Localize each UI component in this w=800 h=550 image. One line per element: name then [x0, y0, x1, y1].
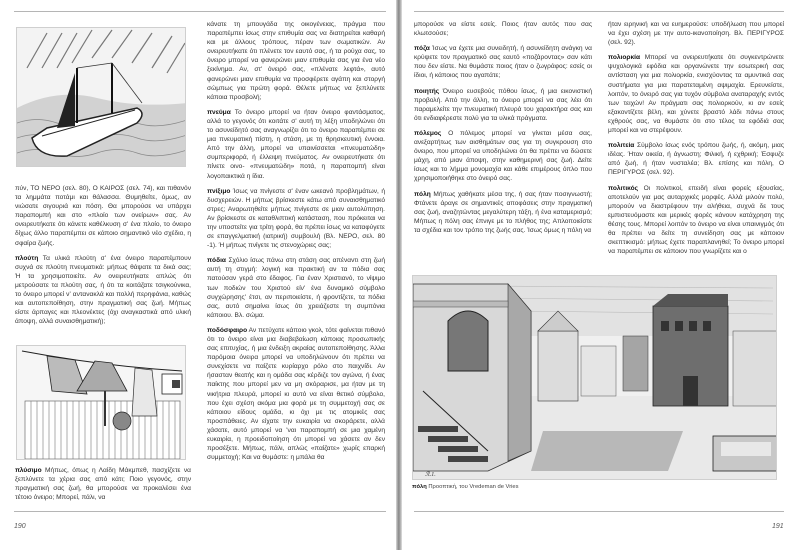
entry-headword: πολιτεία — [608, 142, 635, 150]
right-page — [402, 0, 800, 550]
entry-headword: ποιητής — [414, 87, 440, 95]
entry-headword: πόδια — [207, 257, 226, 265]
entry-politeia — [608, 141, 784, 177]
caption-headword: πόλη — [412, 484, 427, 490]
right-column-1 — [414, 20, 592, 241]
podosfairo-continuation: μπορούσε να είστε εσείς. Ποιος ήταν αυτός που σας κλωτσούσε; — [414, 21, 592, 38]
entry-text: Το όνειρο μπορεί να ήταν όνειρο φαντάσματος, αλλά το γεγονός ότι κοιτάτε σ' αυτή τη λέξη υποδηλώνει ότι το ασυνείδητό σας αναγνωρίζει ότι το όνειρο παραπέμπει σε μια πνευματική πίστη, η στάση, με τη θρησκευτική έννοια. Από την άλλη, μπορεί να υπαινίσσεται «πνευματώδη» συμπεριφορά, ή έλλειψη πνεύματος. Αν ονειρευτήκατε ότι πίνετε οινο- «πνευματώδη» ποτά, η παραπομπή είναι λογοπαικτικά η ίδια. — [207, 108, 385, 180]
entry-text: Τα υλικά πλούτη σ' ένα όνειρο παραπέμπουν συχνά σε πλούτη πνευματικά: μήπως θάψατε τα δικά σας; Ή τα χρησιμοποιείτε. Αν ονειρευτήκατε απλώς ότι μετρούσατε τα πλούτη σας, ή ότι τα κοιτάζατε τσιγκούνικα, το όνειρο μπορεί ν' αντανακλά και πολλή περηφάνια, καθώς και αυτοπεποίθηση, στην πραγματική σας ζωή. Μήπως είστε άρπαγες και πλεονέκτες (όχι αναγκαστικά από υλική άποψη, αλλά συναισθηματική); — [15, 254, 191, 326]
illustration-caption — [412, 484, 519, 490]
laundry-drawing — [17, 346, 186, 460]
entry-text: Ίσως να πνίγεστε σ' έναν ωκεανό προβλημάτων, ή δυσχερειών. Η μήπως βρίσκεστε κάτω από συναισθηματικό στρες; Αναρωτηθείτε μήπως πνίγεστε σε μιαν αυτολύπηση. Αν βρίσκεστε σε καταθλιπτική κατάσταση, που πρόκειται να την υποστείτε για τρίτη φορά, θα πρέπει ίσως να καταφύγετε σε επαγγελματική (ιατρική) συμβουλή (Βλ. ΝΕΡΟ, σελ. 80 -1). Ή μήπως πνίγετε τις στενοχώριες σας; — [207, 187, 385, 250]
entry-politikos — [608, 184, 784, 257]
entry-headword: πλούτη — [15, 254, 39, 262]
entry-poli — [414, 190, 592, 235]
page-number: 190 — [14, 523, 26, 530]
left-page — [0, 0, 396, 550]
bottom-rule — [414, 511, 784, 512]
entry-poiitis — [414, 87, 592, 123]
laundry-illustration — [16, 345, 186, 460]
svg-text:ℛ.1.: ℛ.1. — [425, 472, 436, 478]
entry-headword: πολιτικός — [608, 184, 639, 192]
entry-text: Ίσως να έχετε μια συνειδητή, ή ασυνείδητη ανάγκη να κρύψετε τον πραγματικό σας εαυτό «ποζάροντας» σαν κάτι που δεν είστε. Να θυμάστε ποιος ήταν ο ζωγράφος: εσείς οι ίδιοι, ή κάποιος που αγαπάτε; — [414, 45, 592, 80]
right-column-2 — [608, 20, 784, 262]
boat-entry-continuation: πύν, ΤΟ ΝΕΡΟ (σελ. 80), Ο ΚΑΙΡΟΣ (σελ. 74), και πιθανόν τα λημμάτα ποτάμι και θάλασσα. Θυμηθείτε, όμως, αν νιώσατε σιγουριά και πόση. Θα μπορούσε να υπάρχει παραπομπή και στο «πλοίο των ονείρων» σας. Αν ονειρευτήκατε ότι κάνετε καθέλκυση σ' ένα πλοίο, το όνειρο δίχως άλλο παραπέμπει σε κάποιο σημαντικό νέο σχέδιο, η σφαίρα ζωής. — [15, 185, 191, 247]
top-rule — [414, 11, 784, 12]
city-drawing — [413, 276, 777, 480]
entry-poliorkia — [608, 53, 784, 135]
entry-headword: πλύσιμο — [15, 467, 42, 474]
poli-continuation: ήταν ειρηνική και να ευημερούσε: υποδήλωση που μπορεί να έχει σχέση με την αυτο-ικανοποίηση. Βλ. ΠΕΡΙΓΥΡΟΣ (σελ. 92). — [608, 21, 784, 47]
entry-poza — [414, 44, 592, 80]
left-column-2 — [207, 20, 385, 468]
entry-plouti — [15, 254, 191, 327]
entry-text: Όνειρο ευσεβούς πόθου ίσως, ή μια εικονιστική προβολή. Από την άλλη, το όνειρο μπορεί να σας λέει ότι παραμελείτε την πνευματική πλευρά του χαρακτήρα σας και ότι ενδιαφέρεστε πολύ για τα υλικά πράγματα. — [414, 87, 592, 122]
entry-text: Μήπως, όπως η Λαίδη Μάκμπεθ, πασχίζετε να ξεπλύνετε τα χέρια σας από κάτι; Ποιο γεγονός, στην πραγματική σας ζωή, θα μπορούσε να προκαλέσει ένα τέτοιο όνειρο; Μπορεί, πάλι, να — [15, 467, 191, 502]
entry-headword: πόλη — [414, 190, 431, 198]
entry-pnevma — [207, 108, 385, 181]
top-rule — [14, 11, 386, 12]
entry-pniximo — [207, 187, 385, 251]
entry-headword: πνίξιμο — [207, 187, 231, 195]
city-perspective-illustration — [412, 275, 777, 480]
entry-text: Σύμβολο ίσως ενός τρόπου ζωής, ή, ακόμη, μιας ιδέας. Ήταν οικεία, ή άγνωστη; Φιλική, ή εχθρική; Έσφυζε από ζωή, ή ήταν νυσταλέα; Βλ. επίσης και πόλη, Ο ΠΕΡΙΓΥΡΟΣ (σελ. 92). — [608, 142, 784, 177]
entry-headword: ποδόσφαιρο — [207, 326, 248, 334]
entry-headword: πόλεμος — [414, 129, 442, 137]
entry-text: Μπορεί να ονειρευτήκατε ότι συγκεντρώνετε ψυχολογικά εφόδια και οργανώνετε την εσωτερική σας αντίσταση για μια πολιορκία, ενισχύοντας τα αμυντικά σας συστήματα για μια παρατεταμένη αψιμαχία. Ερευνείστε, λοιπόν, το όνειρό σας για τυχόν σύμβολα αναταραχής εντός των τειχών! Αν πράγματι σας πολιορκούν, κι αν εσείς εξακοντίζετε βέλη, και χύνετε βραστό λάδι πάνω στους εχθρούς σας, να θυμάστε ότι στο τέλος τα εφόδιά σας μπορεί και να στερέψουν. — [608, 54, 784, 135]
entry-text: Οι πολιτικοί, επειδή είναι φορείς εξουσίας, αποτελούν για μας αυταρχικές μορφές. Αλλά μιλούν πολύ, μπορούν να διαστρέφουν την αλήθεια, συχνά δε τους εμπιστευόμαστε και μερικές φορές κάνουν κατάχρηση της θέσης τους. Μπορεί λοιπόν το όνειρο να είναι υπαινιγμός ότι θα πρέπει να δείτε τη συνείδηση σας με κάποιον σκεπτικισμό: μήπως έχετε παραπλανηθεί; Το όνειρο μπορεί να παραπέμπει σε κάποιον που γνωρίζετε και ο — [608, 184, 784, 256]
entry-plysimo — [15, 466, 191, 502]
entry-text: Μήπως χαθήκατε μέσα της, ή σας ήταν ποσιγνωστή; Φτάνετε άραγε σε σημαντικές αποφάσεις στην πραγματική σας ζωή, αναζητώντας μεγαλύτερη τάξη, ή ένα καταμερισμό; Μήπως η πόλη σας έπνιγε με το πλήθος της; Απλοποιείστε τα σχέδια και τον τρόπο της ζωής σας. Ίσως όμως η πόλη να — [414, 190, 592, 234]
plysimo-continuation: κάνατε τη μπουγάδα της οικογένειας, πράγμα που παραπέμπει ίσως στην επιθυμία σας να διατηρείται καθαρή και με άλλους τρόπους, πέραν των σωματικών. Αν ονειρευτήκατε ότι πλένετε τον εαυτό σας, ή τα ρούχα σας, το όνειρο μπορεί να φανερώνει μιαν επιθυμία σας για ένα νέο ξεκίνημα. Αν, στ' όνειρό σας, «πλένατε λεφτά», αυτό φανερώνει μιαν επιθυμία να προσφέρετε αγάπη και στοργή σώμπως για πρώτη φορά. Θέλετε μήπως να ξεπλύνετε κάποια προσβολή; — [207, 21, 385, 101]
entry-text: Αν πετύχατε κάποιο γκολ, τότε φαίνεται πιθανό ότι το όνειρο είναι μια διαβεβαίωση κάποιας προσωπικής σας επιτυχίας, ή μια ένδειξη ακραίας αυτοπεποίθησης. Άλλα παρόμοια όνειρα μπορεί να υποδηλώνουν ότι πρέπει να συνεχίσετε να παίζετε κυρίαρχο ρόλο στο παιχνίδι. Αν ήσασταν θεατής και η ομάδα σας κέρδιζε τον αγώνα, ή ένας παίκτης που μπορεί μεν να μη σκόραρισε, μα ήταν με τη νικήτρια πλευρά, μπορεί κι αυτό να είναι θετικό σύμβολο, που έχει σχέση ακόμα μια φορά με τη συμμετοχή σας σε κάποιου είδους ομάδα, κι όχι με τις ατομικές σας προσπάθειες. Αν είχατε την ευκαιρία να σκοράρετε, αλλά χάσατε, αυτό μπορεί να 'ναι παραπομπή σε μια χαμένη ευκαιρία, η προειδοποίηση ότι μπορεί να χάσετε αν δεν προσέξετε. Μήπως, πάλι, απλώς «παίζατε» χωρίς επαρκή συμμετοχή; Και να θυμάστε: η μπάλα θα — [207, 326, 386, 462]
entry-podia — [207, 256, 385, 320]
left-column-1 — [15, 184, 191, 332]
bottom-rule — [14, 511, 386, 512]
entry-text: Σχόλιο ίσως πάνω στη στάση σας απέναντι στη ζωή αυτή τη στιγμή: λογική και πρακτική αν τα πόδια σας πατούσαν γερά στο έδαφος. Για έναν Χριστιανό, το νίψιμο των ποδιών του Χριστού είν' ένα δυναμικό σύμβολο συγχώρησης' έτσι, αν περιποιείστε, ή φροντίζετε, τα πόδια σας, αυτό σημαίνει ίσως ότι χρειάζεστε τη συμπόνια κάποιου. Βλ. σώμα. — [207, 257, 385, 319]
left-column-1-bottom — [15, 466, 191, 508]
entry-headword: πόζα — [414, 45, 430, 53]
page-number: 191 — [772, 523, 784, 530]
entry-headword: πνεύμα — [207, 108, 231, 116]
entry-polemos — [414, 129, 592, 184]
entry-podosfairo — [207, 326, 385, 462]
boat-illustration — [16, 27, 186, 167]
caption-text: Προοπτική, του Vredeman de Vries — [428, 484, 519, 490]
boat-drawing — [17, 28, 186, 167]
entry-headword: πολιορκία — [608, 54, 641, 62]
entry-text: Ο πόλεμος μπορεί να γίνεται μέσα σας, ανεξαρτήτως των αισθημάτων σας για τη συγκρουση στο όνειρο, που μπορεί να υποδηλώνει ότι θα πρέπει να δώσετε μάχη, από μιαν άποψη, στην καθημερινή σας ζωή. Δείτε ίσως και το λήμμα μονομαχία και κάθε επιμέρους όπλο που χρησιμοποιήθηκε στο όνειρό σας. — [414, 129, 592, 183]
